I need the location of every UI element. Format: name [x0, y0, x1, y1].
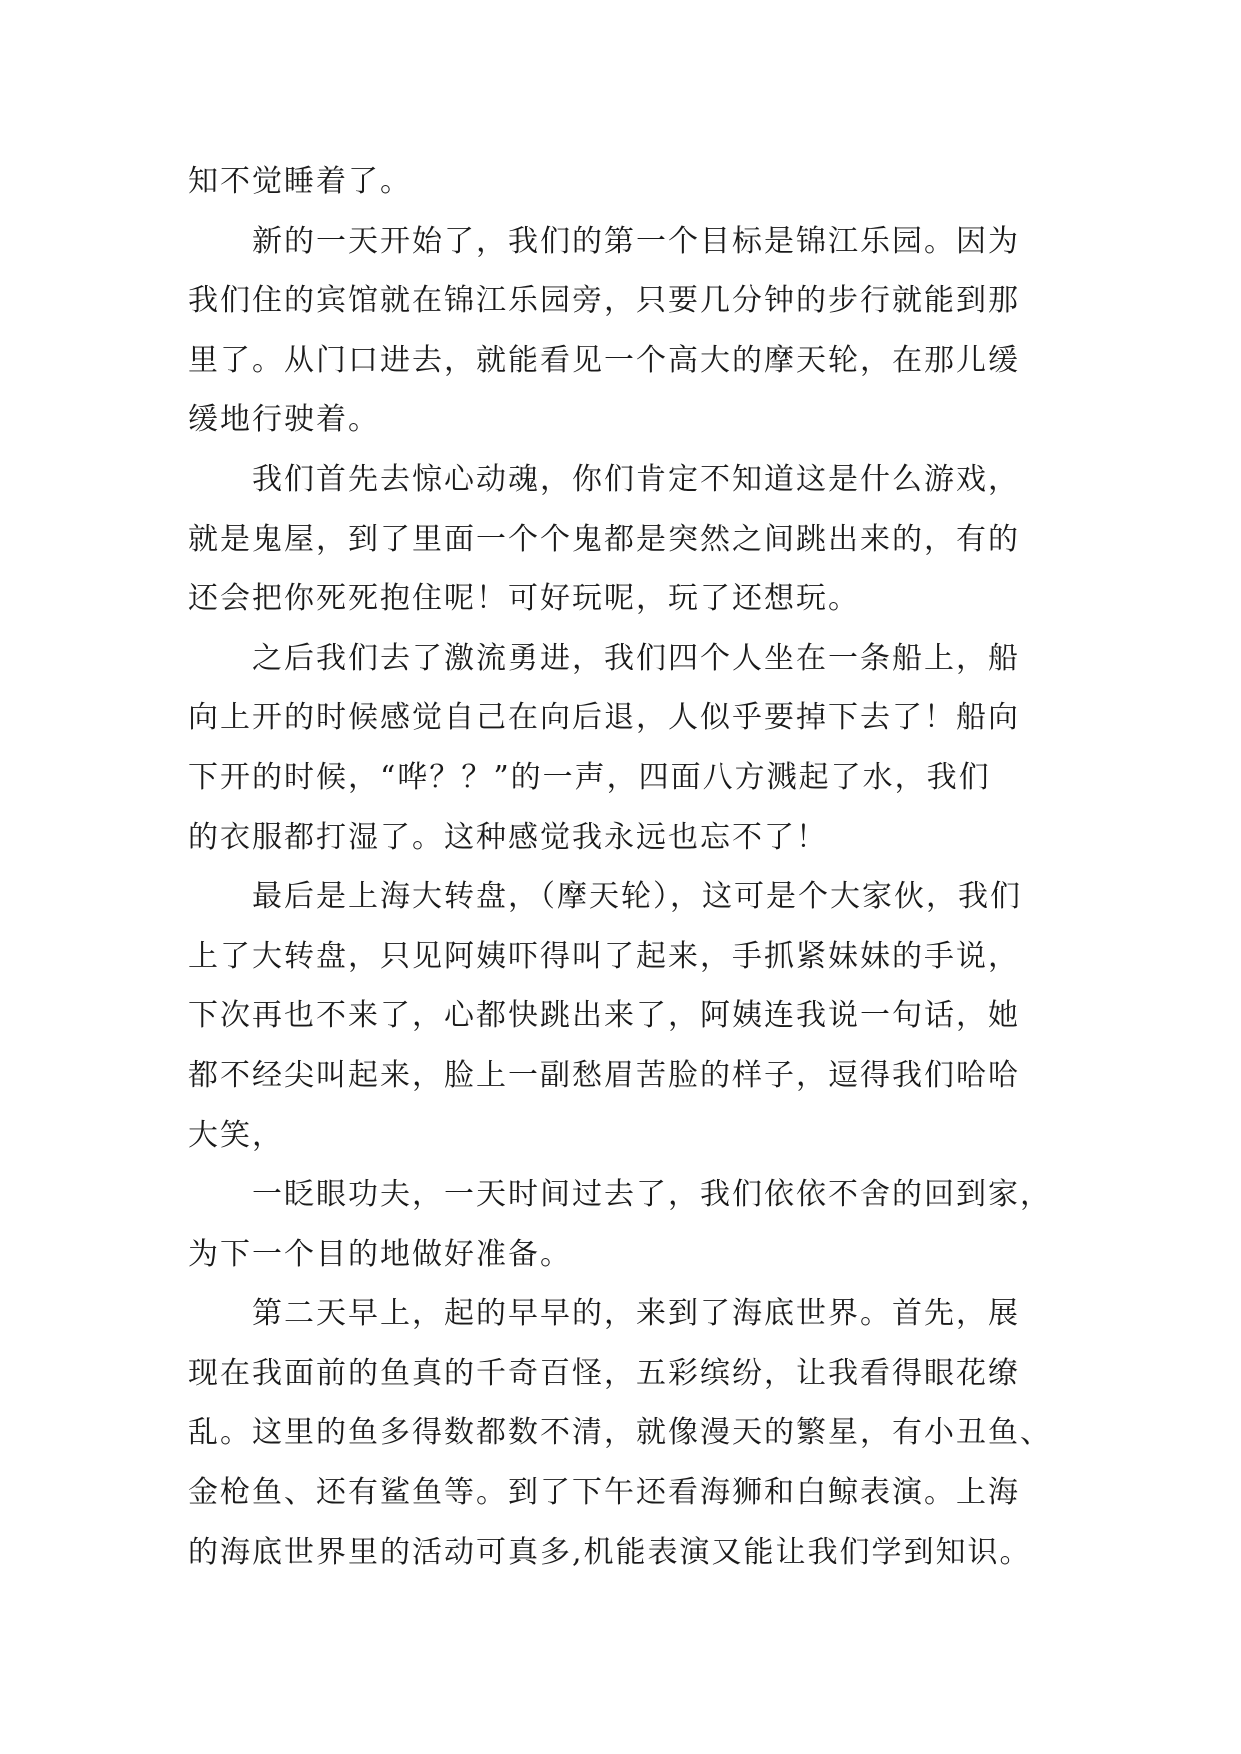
text-line: 上了大转盘，只见阿姨吓得叫了起来，手抓紧妹妹的手说，	[188, 938, 1020, 974]
text-line: 之后我们去了激流勇进，我们四个人坐在一条船上，船	[252, 640, 1020, 676]
text-line: 还会把你死死抱住呢！可好玩呢，玩了还想玩。	[188, 581, 860, 617]
text-line: 最后是上海大转盘，（摩天轮），这可是个大家伙，我们	[252, 879, 1022, 915]
text-line: 金枪鱼、还有鲨鱼等。到了下午还看海狮和白鲸表演。上海	[188, 1475, 1020, 1511]
text-line: 第二天早上，起的早早的，来到了海底世界。首先，展	[252, 1296, 1020, 1332]
text-line: 下开的时候，“哗？？”的一声，四面八方溅起了水，我们	[188, 759, 991, 795]
text-line: 的海底世界里的活动可真多,机能表演又能让我们学到知识。	[188, 1534, 1032, 1570]
text-line: 新的一天开始了，我们的第一个目标是锦江乐园。因为	[252, 223, 1020, 259]
text-line: 知不觉睡着了。	[188, 164, 412, 199]
text-line: 大笑，	[188, 1117, 284, 1153]
text-line: 我们首先去惊心动魂，你们肯定不知道这是什么游戏，	[252, 461, 1020, 497]
text-line: 的衣服都打湿了。这种感觉我永远也忘不了！	[188, 819, 828, 855]
text-line: 为下一个目的地做好准备。	[188, 1236, 572, 1272]
text-line: 缓地行驶着。	[188, 402, 380, 438]
text-line: 下次再也不来了，心都快跳出来了，阿姨连我说一句话，她	[188, 998, 1020, 1034]
text-line: 就是鬼屋，到了里面一个个鬼都是突然之间跳出来的，有的	[188, 521, 1020, 557]
text-line: 我们住的宾馆就在锦江乐园旁，只要几分钟的步行就能到那	[188, 283, 1020, 319]
text-line: 向上开的时候感觉自己在向后退，人似乎要掉下去了！船向	[188, 700, 1020, 736]
text-line: 都不经尖叫起来，脸上一副愁眉苦脸的样子，逗得我们哈哈	[188, 1057, 1020, 1093]
body-text	[188, 152, 1053, 1582]
text-line: 乱。这里的鱼多得数都数不清，就像漫天的繁星，有小丑鱼、	[188, 1415, 1052, 1451]
text-line: 一眨眼功夫，一天时间过去了，我们依依不舍的回到家，	[252, 1177, 1052, 1213]
text-line: 现在我面前的鱼真的千奇百怪，五彩缤纷，让我看得眼花缭	[188, 1355, 1020, 1391]
text-line: 里了。从门口进去，就能看见一个高大的摩天轮，在那儿缓	[188, 342, 1020, 378]
